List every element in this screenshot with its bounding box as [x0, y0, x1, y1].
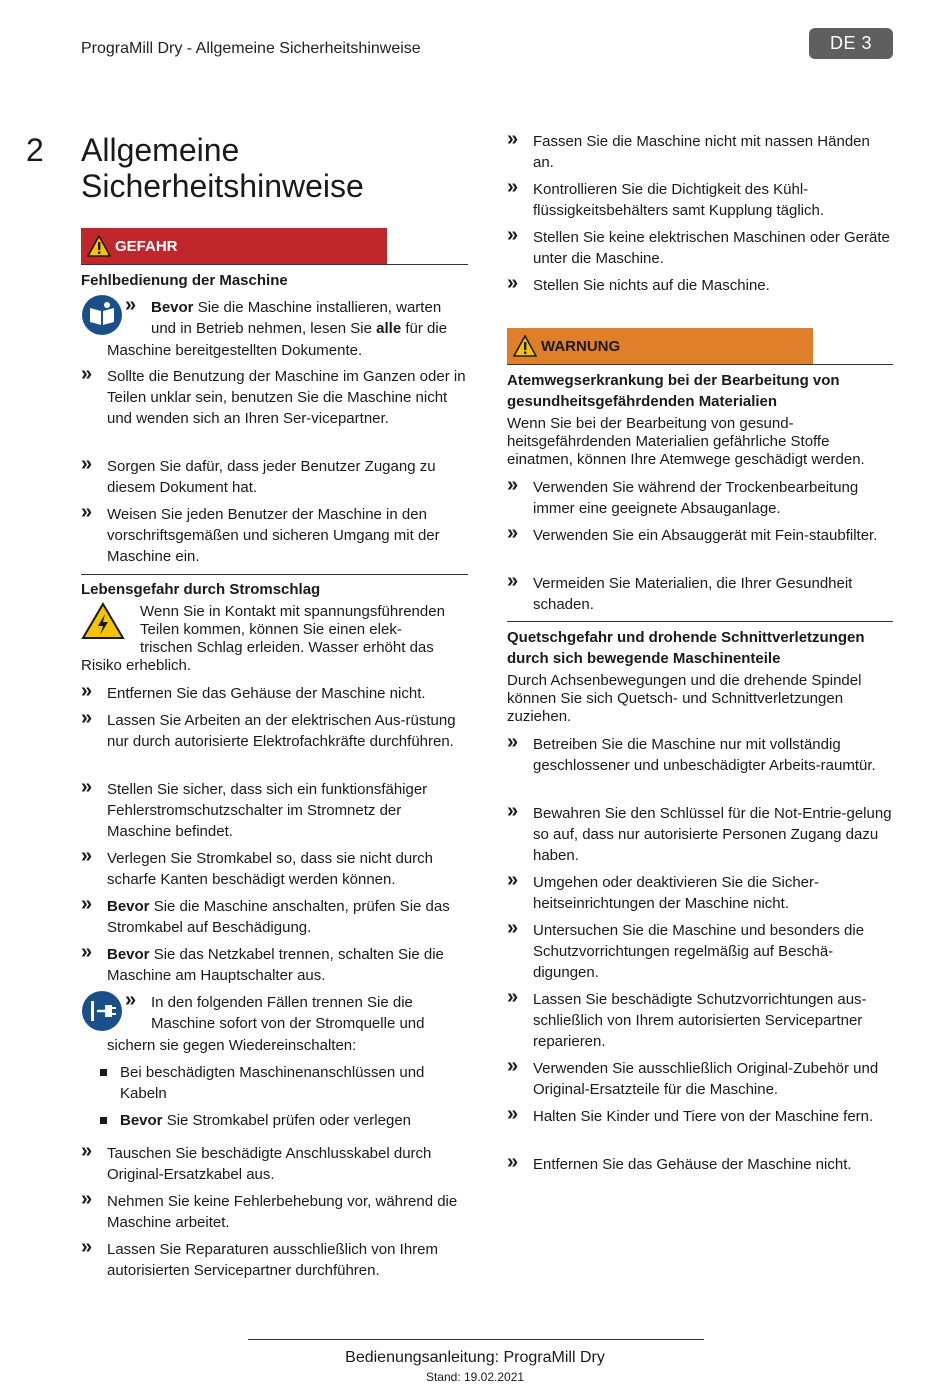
bullet-icon: » [507, 272, 519, 294]
paragraph-line: Teilen kommen, können Sie einen elek- [140, 621, 402, 638]
bullet-icon: » [507, 522, 519, 544]
list-item-text: Lassen Sie Arbeiten an der elektrischen Aus-rüstung nur durch autorisierte Elektrofachkräfte durchführen. [107, 712, 456, 750]
emphasis: alle [376, 320, 402, 337]
bullet-icon: » [507, 570, 519, 592]
chapter-title [81, 132, 471, 204]
paragraph: Durch Achsenbewegungen und die drehende Spindel können Sie sich Quetsch- und Schnittverletzungen zuziehen. [507, 672, 862, 725]
chapter-number: 2 [26, 132, 44, 168]
bullet-icon: » [81, 1140, 93, 1162]
bullet-icon: » [507, 1103, 519, 1125]
warning-triangle-icon [513, 335, 537, 357]
section-heading-electric: Lebensgefahr durch Stromschlag [81, 581, 321, 598]
list-item-text: Stellen Sie nichts auf die Maschine. [533, 277, 770, 294]
section-heading-respiratory: Atemwegserkrankung bei der Bearbeitung von gesundheitsgefährdenden Materialien [507, 372, 840, 410]
list-item-text: Lassen Sie Reparaturen ausschließlich von Ihrem autorisierten Servicepartner durchführen. [107, 1241, 439, 1279]
list-item-text: In den folgenden Fällen trennen Sie die [151, 994, 413, 1011]
square-bullet-icon [100, 1069, 107, 1076]
bullet-icon: » [507, 986, 519, 1008]
sub-list-item-text: Bei beschädigten Maschinenanschlüssen und Kabeln [120, 1064, 425, 1102]
bullet-icon: » [125, 294, 137, 316]
list-item-continuation: sichern sie gegen Wiedereinschalten: [107, 1037, 357, 1054]
warning-triangle-icon [87, 235, 111, 257]
list-item-text: Fassen Sie die Maschine nicht mit nassen Händen an. [533, 133, 870, 171]
warning-rule [507, 364, 893, 365]
paragraph-line: Wenn Sie in Kontakt mit spannungsführenden [140, 603, 445, 620]
list-item-text: für die [401, 320, 448, 337]
list-item-text: Sie die Maschine installieren, warten [193, 299, 442, 316]
list-item-text: Nehmen Sie keine Fehlerbehebung vor, während die Maschine arbeitet. [107, 1193, 458, 1231]
bullet-icon: » [81, 845, 93, 867]
bullet-icon: » [81, 776, 93, 798]
list-item-text: Sorgen Sie dafür, dass jeder Benutzer Zugang zu diesem Dokument hat. [107, 458, 436, 496]
list-item-text: Verlegen Sie Stromkabel so, dass sie nicht durch scharfe Kanten beschädigt werden können. [107, 850, 434, 888]
list-item-text: Umgehen oder deaktivieren Sie die Sicher-heitseinrichtungen der Maschine nicht. [533, 874, 819, 912]
bullet-icon: » [81, 453, 93, 475]
list-item-text: Verwenden Sie ausschließlich Original-Zubehör und Original-Ersatzteile für die Maschine. [533, 1060, 879, 1098]
bullet-icon: » [81, 893, 93, 915]
bullet-icon: » [507, 869, 519, 891]
sub-list-item-text: Sie Stromkabel prüfen oder verlegen [162, 1112, 412, 1129]
danger-banner [81, 228, 387, 264]
list-item-text: Maschine sofort von der Stromquelle und [151, 1015, 425, 1032]
electric-hazard-icon [81, 602, 125, 640]
bullet-icon: » [507, 474, 519, 496]
bullet-icon: » [125, 989, 137, 1011]
list-item-text: Verwenden Sie ein Absauggerät mit Fein-staubfilter. [533, 527, 878, 544]
chapter-title-line2: Sicherheitshinweise [81, 168, 364, 204]
emphasis: Bevor [151, 299, 194, 316]
bullet-icon: » [507, 128, 519, 150]
list-item-text: Stellen Sie keine elektrischen Maschinen oder Geräte unter die Maschine. [533, 229, 890, 267]
list-item-text: Sollte die Benutzung der Maschine im Ganzen oder in Teilen unklar sein, benutzen Sie die Maschine nicht und wenden sich an Ihren Ser-vicepartner. [107, 368, 466, 427]
list-item-text: Entfernen Sie das Gehäuse der Maschine nicht. [533, 1156, 852, 1173]
footer-date: Stand: 19.02.2021 [425, 1370, 525, 1384]
emphasis: Bevor [107, 898, 150, 915]
bullet-icon: » [81, 941, 93, 963]
bullet-icon: » [507, 800, 519, 822]
list-item-text: Bewahren Sie den Schlüssel für die Not-Entrie-gelung so auf, dass nur autorisierte Personen Zugang dazu haben. [533, 805, 892, 864]
list-item-text: Weisen Sie jeden Benutzer der Maschine in den vorschriftsgemäßen und sicheren Umgang mit der Maschine ein. [107, 506, 440, 565]
section-rule [507, 621, 893, 622]
paragraph-line: Risiko erheblich. [81, 657, 192, 674]
list-item-text: Tauschen Sie beschädigte Anschlusskabel durch Original-Ersatzkabel aus. [107, 1145, 432, 1183]
bullet-icon: » [81, 680, 93, 702]
read-manual-icon [81, 294, 123, 336]
list-item-text: Untersuchen Sie die Maschine und besonders die Schutzvorrichtungen regelmäßig auf Beschä-digungen. [533, 922, 865, 981]
bullet-icon: » [507, 224, 519, 246]
bullet-icon: » [81, 1236, 93, 1258]
square-bullet-icon [100, 1117, 107, 1124]
running-header-title: PrograMill Dry - Allgemeine Sicherheitshinweise [81, 40, 421, 57]
danger-label: GEFAHR [115, 237, 178, 255]
list-item-text: Sie das Netzkabel trennen, schalten Sie die Maschine am Hauptschalter aus. [107, 946, 444, 984]
list-item [125, 989, 468, 1034]
list-item-text: Betreiben Sie die Maschine nur mit vollständig geschlossener und unbeschädigter Arbeits-raumtür. [533, 736, 876, 774]
list-item [125, 294, 468, 339]
section-heading-misuse: Fehlbedienung der Maschine [81, 272, 288, 289]
list-item-text: Sie die Maschine anschalten, prüfen Sie das Stromkabel auf Beschädigung. [107, 898, 450, 936]
bullet-icon: » [81, 1188, 93, 1210]
bullet-icon: » [507, 176, 519, 198]
bullet-icon: » [81, 707, 93, 729]
section-heading-crush: Quetschgefahr und drohende Schnittverletzungen durch sich bewegende Maschinenteile [507, 629, 865, 667]
bullet-icon: » [507, 917, 519, 939]
list-item-text: und in Betrieb nehmen, lesen Sie [151, 320, 377, 337]
bullet-icon: » [507, 1055, 519, 1077]
emphasis: Bevor [107, 946, 150, 963]
list-item-text: Halten Sie Kinder und Tiere von der Maschine fern. [533, 1108, 874, 1125]
section-rule [81, 574, 468, 575]
warning-banner [507, 328, 813, 364]
list-item-text: Kontrollieren Sie die Dichtigkeit des Kühl-flüssigkeitsbehälters samt Kupplung täglich. [533, 181, 824, 219]
bullet-icon: » [507, 1151, 519, 1173]
bullet-icon: » [81, 501, 93, 523]
bullet-icon: » [81, 363, 93, 385]
list-item-text: Entfernen Sie das Gehäuse der Maschine nicht. [107, 685, 426, 702]
chapter-title-line1: Allgemeine [81, 132, 240, 168]
paragraph-line: trischen Schlag erleiden. Wasser erhöht das [140, 639, 434, 656]
warning-label: WARNUNG [541, 337, 621, 355]
list-item-continuation: Maschine bereitgestellten Dokumente. [107, 342, 363, 359]
list-item-text: Vermeiden Sie Materialien, die Ihrer Gesundheit schaden. [533, 575, 853, 613]
list-item-text: Verwenden Sie während der Trockenbearbeitung immer eine geeignete Absauganlage. [533, 479, 859, 517]
list-item-text: Stellen Sie sicher, dass sich ein funktionsfähiger Fehlerstromschutzschalter im Stromnetz der Maschine befindet. [107, 781, 428, 840]
list-item-text: Lassen Sie beschädigte Schutzvorrichtungen aus-schließlich von Ihrem autorisierten Servicepartner reparieren. [533, 991, 867, 1050]
unplug-icon [81, 990, 123, 1032]
bullet-icon: » [507, 731, 519, 753]
footer-manual-title: Bedienungsanleitung: PrograMill Dry [345, 1349, 605, 1366]
danger-rule [81, 264, 468, 265]
emphasis: Bevor [120, 1112, 163, 1129]
paragraph: Wenn Sie bei der Bearbeitung von gesund-heitsgefährdenden Materialien gefährliche Stoffe einatmen, können Ihre Atemwege geschädigt werden. [507, 415, 865, 468]
footer-rule [248, 1339, 704, 1340]
page-number-badge: DE 3 [809, 28, 893, 59]
paragraph [140, 603, 470, 657]
